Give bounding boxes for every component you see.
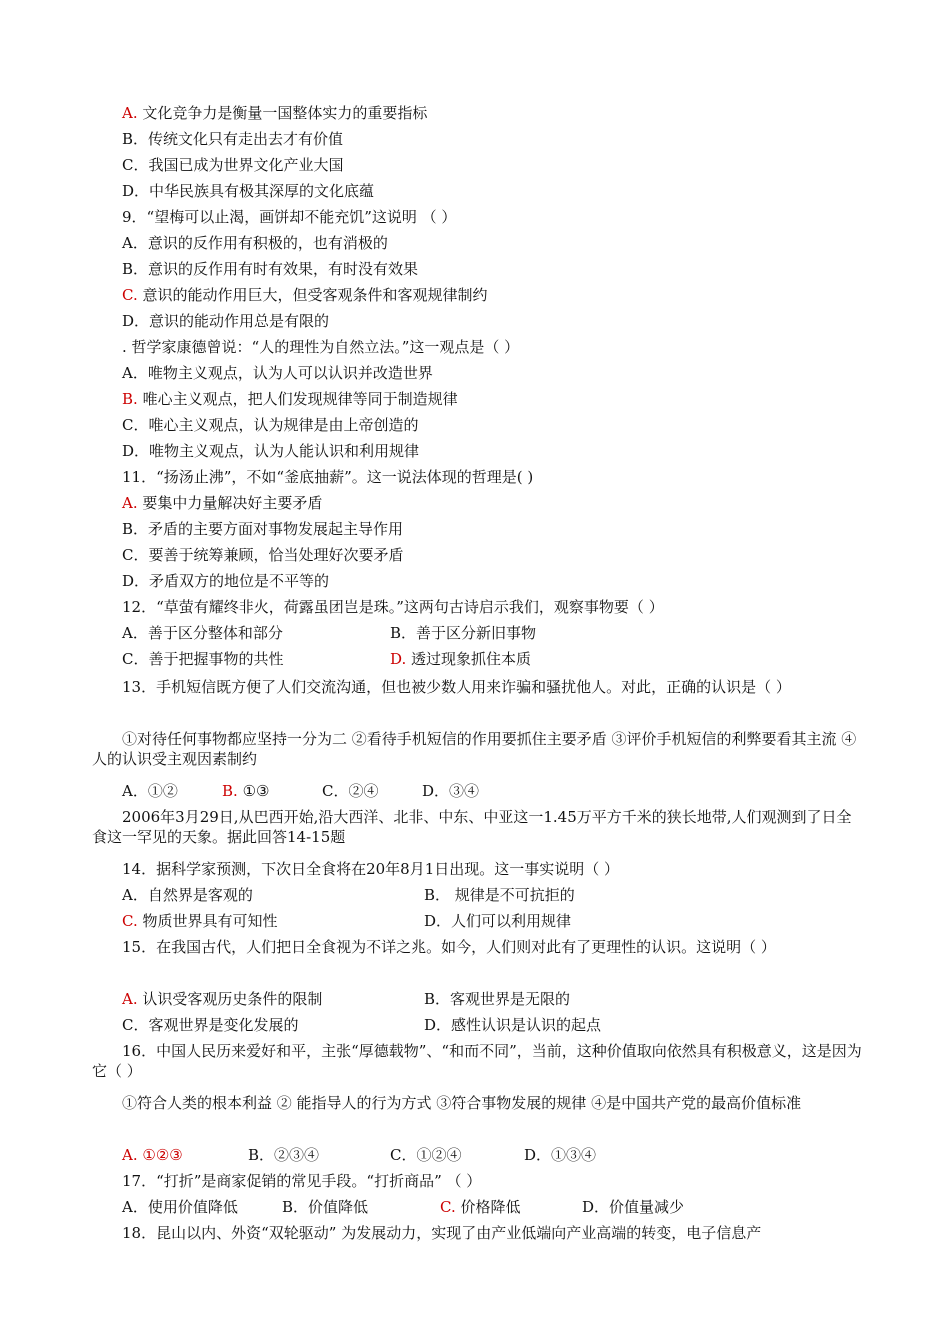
question-17-stem: 17．“打折”是商家促销的常见手段。“打折商品” （ ） — [122, 1172, 482, 1190]
answer-key: A. — [122, 990, 138, 1008]
option-13c: C．②④ — [322, 782, 379, 800]
option-13d: D．③④ — [422, 782, 480, 800]
option-12c: C．善于把握事物的共性 — [122, 650, 284, 668]
option-11b: B．矛盾的主要方面对事物发展起主导作用 — [122, 520, 404, 538]
option-15b: B．客观世界是无限的 — [424, 990, 571, 1008]
question-14-stem: 14．据科学家预测，下次日全食将在20年8月1日出现。这一事实说明（ ） — [122, 860, 620, 878]
option-8c: C．我国已成为世界文化产业大国 — [122, 156, 344, 174]
answer-key: A. — [122, 104, 138, 122]
question-9-stem: 9．“望梅可以止渴，画饼却不能充饥”这说明 （ ） — [122, 208, 457, 226]
option-10d: D．唯物主义观点，认为人能认识和利用规律 — [122, 442, 420, 460]
answer-key: A. — [122, 494, 138, 512]
question-16-statements: ①符合人类的根本利益 ② 能指导人的行为方式 ③符合事物发展的规律 ④是中国共产党的最高价值标准 — [122, 1094, 802, 1112]
answer-key: A. — [122, 1146, 138, 1164]
answer-key: C. — [440, 1198, 456, 1216]
question-15-stem: 15．在我国古代，人们把日全食视为不详之兆。如今，人们则对此有了更理性的认识。这说明（ ） — [122, 938, 776, 956]
option-9a: A．意识的反作用有积极的，也有消极的 — [122, 234, 388, 252]
option-11c: C．要善于统筹兼顾，恰当处理好次要矛盾 — [122, 546, 404, 564]
option-17a: A．使用价值降低 — [122, 1198, 238, 1216]
option-12b: B．善于区分新旧事物 — [390, 624, 537, 642]
option-16d: D．①③④ — [524, 1146, 597, 1164]
option-10a: A．唯物主义观点，认为人可以认识并改造世界 — [122, 364, 433, 382]
question-11-stem: 11．“扬汤止沸”，不如“釜底抽薪”。这一说法体现的哲理是( ) — [122, 468, 534, 486]
question-16-stem: 16．中国人民历来爱好和平，主张“厚德载物”、“和而不同”，当前，这种价值取向依然具有积极意义，这是因为它（ ） — [92, 1042, 862, 1080]
option-17b: B．价值降低 — [282, 1198, 369, 1216]
option-15d: D．感性认识是认识的起点 — [424, 1016, 602, 1034]
passage-14-15: 2006年3月29日,从巴西开始,沿大西洋、北非、中东、中亚这一1.45万平方千米的狭长地带,人们观测到了日全食这一罕见的天象。据此回答14-15题 — [92, 808, 852, 846]
option-14b: B． 规律是不可抗拒的 — [424, 886, 575, 904]
question-12-stem: 12．“草萤有耀终非火，荷露虽团岂是珠。”这两句古诗启示我们，观察事物要（ ） — [122, 598, 664, 616]
option-10b: B. 唯心主义观点，把人们发现规律等同于制造规律 — [122, 390, 458, 408]
answer-key: B. — [222, 782, 238, 800]
option-13b: B. ①③ — [222, 782, 270, 800]
answer-key: B. — [122, 390, 138, 408]
option-15a: A. 认识受客观历史条件的限制 — [122, 990, 323, 1008]
option-9d: D．意识的能动作用总是有限的 — [122, 312, 330, 330]
option-9c: C. 意识的能动作用巨大，但受客观条件和客观规律制约 — [122, 286, 488, 304]
option-14a: A．自然界是客观的 — [122, 886, 253, 904]
option-16a: A. ①②③ — [122, 1146, 183, 1164]
option-12a: A．善于区分整体和部分 — [122, 624, 283, 642]
option-11a: A. 要集中力量解决好主要矛盾 — [122, 494, 323, 512]
option-12d: D. 透过现象抓住本质 — [390, 650, 532, 668]
option-16b: B．②③④ — [248, 1146, 320, 1164]
question-13-statements: ①对待任何事物都应坚持一分为二 ②看待手机短信的作用要抓住主要矛盾 ③评价手机短信的利弊要看其主流 ④人的认识受主观因素制约 — [92, 730, 857, 768]
option-8d: D．中华民族具有极其深厚的文化底蕴 — [122, 182, 375, 200]
option-8b: B．传统文化只有走出去才有价值 — [122, 130, 344, 148]
question-18-stem: 18．昆山以内、外资“双轮驱动” 为发展动力，实现了由产业低端向产业高端的转变，电子信息产 — [122, 1224, 762, 1242]
option-14c: C. 物质世界具有可知性 — [122, 912, 278, 930]
option-16c: C．①②④ — [390, 1146, 462, 1164]
option-8a: A. 文化竞争力是衡量一国整体实力的重要指标 — [122, 104, 428, 122]
option-10c: C．唯心主义观点，认为规律是由上帝创造的 — [122, 416, 419, 434]
option-9b: B．意识的反作用有时有效果，有时没有效果 — [122, 260, 419, 278]
option-17d: D．价值量减少 — [582, 1198, 685, 1216]
option-15c: C．客观世界是变化发展的 — [122, 1016, 299, 1034]
option-14d: D．人们可以利用规律 — [424, 912, 572, 930]
question-10-stem: . 哲学家康德曾说：“人的理性为自然立法。”这一观点是（ ） — [122, 338, 520, 356]
answer-key: D. — [390, 650, 407, 668]
option-17c: C. 价格降低 — [440, 1198, 521, 1216]
question-13-stem: 13．手机短信既方便了人们交流沟通，但也被少数人用来诈骗和骚扰他人。对此，正确的认识是（ ） — [122, 678, 791, 696]
answer-key: C. — [122, 286, 138, 304]
option-13a: A．①② — [122, 782, 178, 800]
option-11d: D．矛盾双方的地位是不平等的 — [122, 572, 330, 590]
answer-key: C. — [122, 912, 138, 930]
